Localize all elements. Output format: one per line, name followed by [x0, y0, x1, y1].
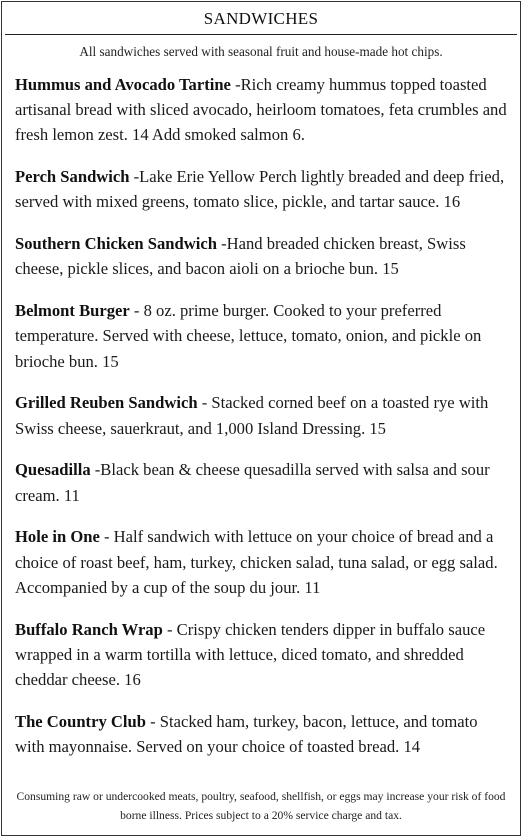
menu-item: [15, 298, 507, 374]
menu-page: [1, 1, 521, 836]
menu-item-description: - Stacked corned beef on a toasted rye with Swiss cheese, sauerkraut, and 1,000 Island Dressing. 15: [15, 393, 489, 438]
menu-item: [15, 617, 507, 693]
menu-item: [15, 709, 507, 759]
title-divider: [5, 34, 517, 35]
menu-item-list: [15, 72, 507, 770]
menu-section-subtitle: All sandwiches served with seasonal fruit and house-made hot chips.: [79, 44, 443, 59]
menu-item-name: Belmont Burger: [15, 301, 130, 321]
menu-item: [15, 164, 507, 214]
menu-item-name: Grilled Reuben Sandwich: [15, 393, 198, 413]
menu-item-name: The Country Club: [15, 711, 146, 731]
menu-item-description: -Black bean & cheese quesadilla served with salsa and sour cream. 11: [15, 460, 490, 505]
menu-item-name: Southern Chicken Sandwich: [15, 234, 217, 254]
menu-footer-disclaimer: Consuming raw or undercooked meats, poultry, seafood, shellfish, or eggs may increase your risk of food borne illness. Prices subject to a 20% service charge and tax.: [16, 790, 506, 822]
menu-item-name: Hole in One: [15, 527, 100, 547]
menu-item-description: - Crispy chicken tenders dipper in buffalo sauce wrapped in a warm tortilla with lettuce, diced tomato, and shredded cheddar cheese. 16: [15, 619, 486, 690]
menu-item-description: - Half sandwich with lettuce on your choice of bread and a choice of roast beef, ham, turkey, chicken salad, tuna salad, or egg salad. Accompanied by a cup of the soup du jour. 11: [15, 527, 498, 597]
menu-item: [15, 231, 507, 281]
menu-item-name: Perch Sandwich: [15, 167, 130, 187]
menu-item-description: - 8 oz. prime burger. Cooked to your preferred temperature. Served with cheese, lettuce, tomato, onion, and pickle on brioche bun. 15: [15, 301, 482, 371]
menu-item-description: - Stacked ham, turkey, bacon, lettuce, and tomato with mayonnaise. Served on your choice of toasted bread. 14: [15, 711, 478, 757]
menu-item: [15, 72, 507, 148]
menu-item: [15, 457, 507, 507]
menu-item-description: -Rich creamy hummus topped toasted artisanal bread with sliced avocado, heirloom tomatoes, feta crumbles and fresh lemon zest. 14 Add smoked salmon 6.: [15, 75, 507, 145]
menu-item-description: -Hand breaded chicken breast, Swiss cheese, pickle slices, and bacon aioli on a brioche bun. 15: [15, 234, 466, 279]
menu-item-name: Quesadilla: [15, 460, 91, 480]
menu-item: [15, 524, 507, 600]
menu-item: [15, 390, 507, 440]
menu-item-description: -Lake Erie Yellow Perch lightly breaded and deep fried, served with mixed greens, tomato slice, pickle, and tartar sauce. 16: [15, 167, 505, 212]
menu-item-name: Hummus and Avocado Tartine: [15, 75, 231, 94]
menu-item-name: Buffalo Ranch Wrap: [15, 619, 163, 639]
menu-section-title: SANDWICHES: [203, 9, 319, 28]
